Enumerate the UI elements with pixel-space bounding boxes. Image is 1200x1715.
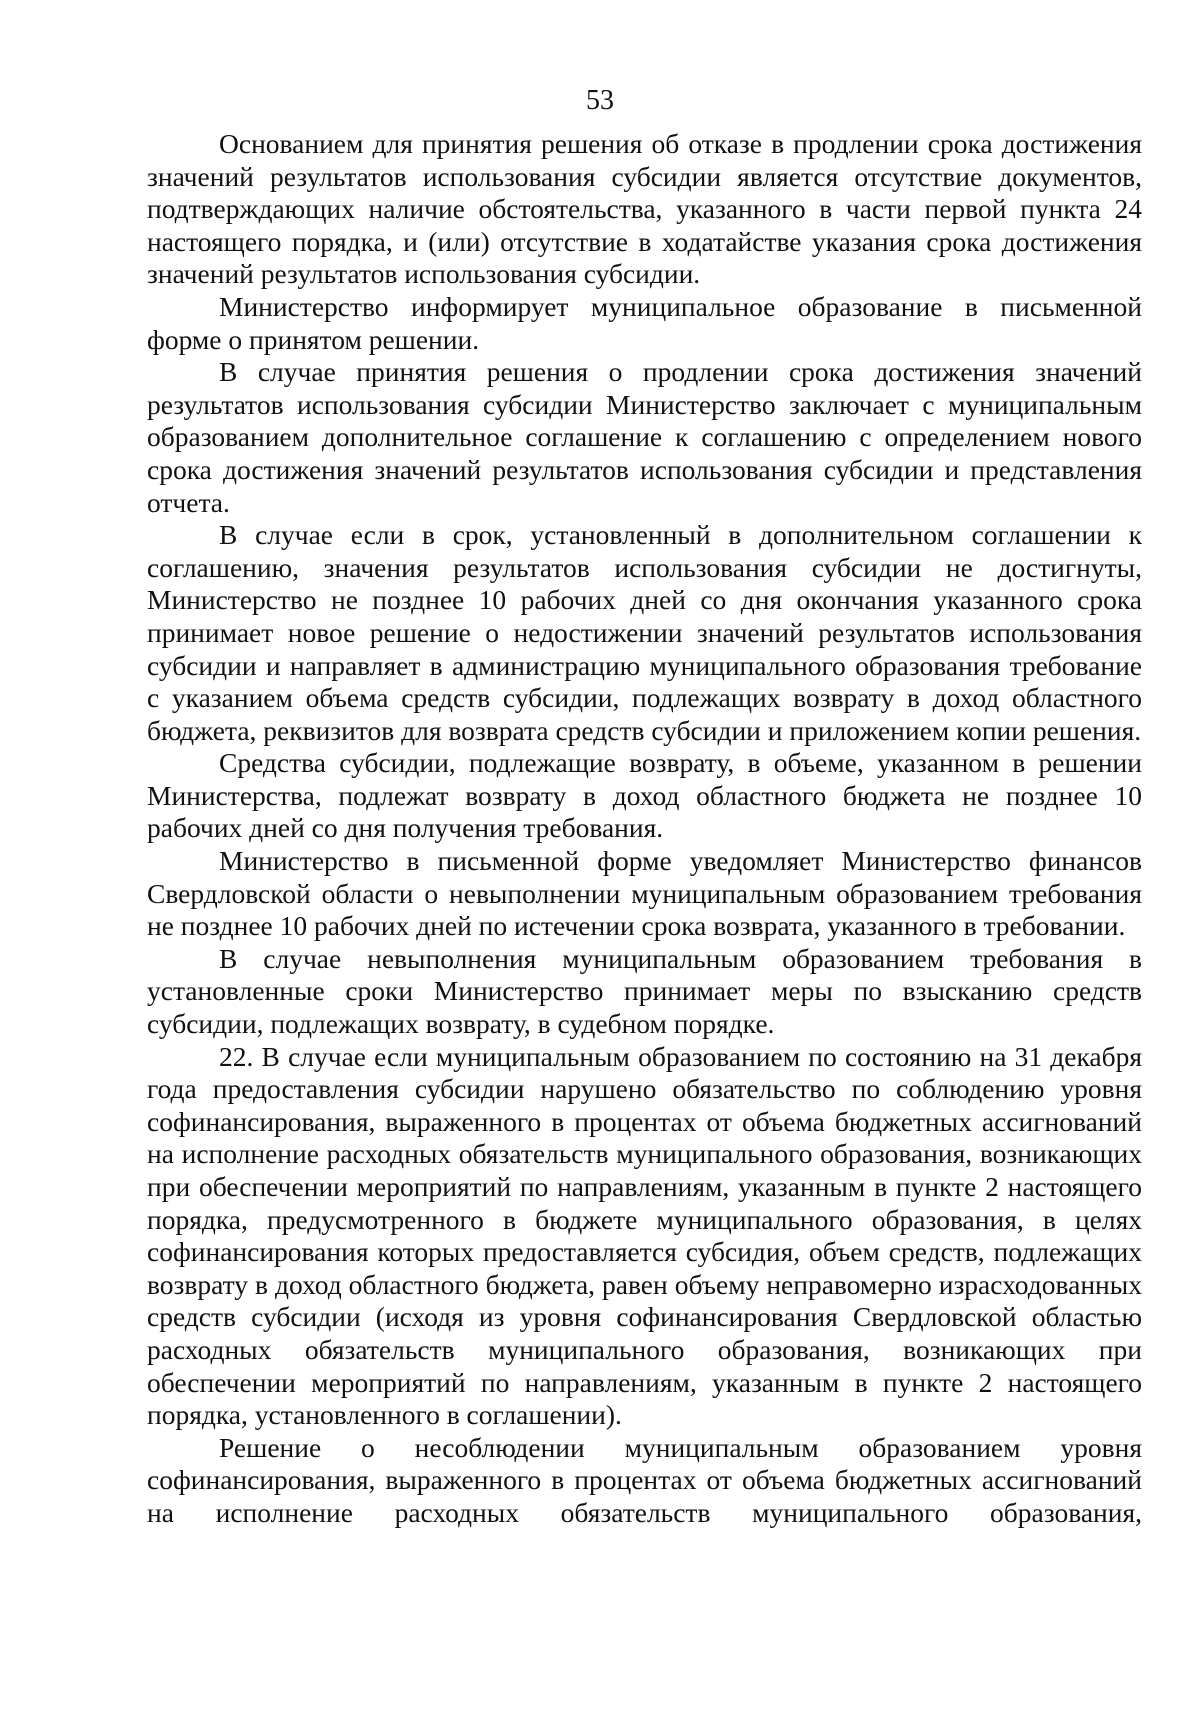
paragraph-clause-22: 22. В случае если муниципальным образованием по состоянию на 31 декабря года предоставления субсидии нарушено обязательство по соблюдению уровня софинансирования, выраженного в процентах от объема бюджетных ассигнований на исполнение расходных обязательств муниципального образования, возникающих при обеспечении мероприятий по направлениям, указанным в пункте 2 настоящего порядка, предусмотренного в бюджете муниципального образования, в целях софинансирования которых предоставляется субсидия, объем средств, подлежащих возврату в доход областного бюджета, равен объему неправомерно израсходованных средств субсидии (исходя из уровня софинансирования Свердловской областью расходных обязательств муниципального образования, возникающих при обеспечении мероприятий по направлениям, указанным в пункте 2 настоящего порядка, установленного в соглашении). [147, 1040, 1142, 1431]
paragraph-ministry-informs: Министерство информирует муниципальное образование в письменной форме о принятом решении. [147, 290, 1142, 355]
paragraph-new-decision: В случае если в срок, установленный в дополнительном соглашении к соглашению, значения результатов использования субсидии не достигнуты, Министерство не позднее 10 рабочих дней со дня окончания указанного срока принимает новое решение о недостижении значений результатов использования субсидии и направляет в администрацию муниципального образования требование с указанием объема средств субсидии, подлежащих возврату в доход областного бюджета, реквизитов для возврата средств субсидии и приложением копии решения. [147, 519, 1142, 746]
paragraph-extension-agreement: В случае принятия решения о продлении срока достижения значений результатов использования субсидии Министерство заключает с муниципальным образованием дополнительное соглашение к соглашению с определением нового срока достижения значений результатов использования субсидии и представления отчета. [147, 356, 1142, 518]
paragraph-refusal-grounds: Основанием для принятия решения об отказе в продлении срока достижения значений результатов использования субсидии является отсутствие документов, подтверждающих наличие обстоятельства, указанного в части первой пункта 24 настоящего порядка, и (или) отсутствие в ходатайстве указания срока достижения значений результатов использования субсидии. [147, 128, 1142, 290]
document-body [147, 128, 1142, 1530]
paragraph-judicial-recovery: В случае невыполнения муниципальным образованием требования в установленные сроки Министерство принимает меры по взысканию средств субсидии, подлежащих возврату, в судебном порядке. [147, 942, 1142, 1040]
paragraph-return-funds: Средства субсидии, подлежащие возврату, в объеме, указанном в решении Министерства, подлежат возврату в доход областного бюджета не позднее 10 рабочих дней со дня получения требования. [147, 747, 1142, 844]
paragraph-notify-finance: Министерство в письменной форме уведомляет Министерство финансов Свердловской области о невыполнении муниципальным образованием требования не позднее 10 рабочих дней по истечении срока возврата, указанного в требовании. [147, 845, 1142, 942]
page-number: 53 [586, 85, 614, 116]
paragraph-cofinancing-decision: Решение о несоблюдении муниципальным образованием уровня софинансирования, выраженного в процентах от объема бюджетных ассигнований на исполнение расходных обязательств муниципального образования, [147, 1431, 1142, 1528]
